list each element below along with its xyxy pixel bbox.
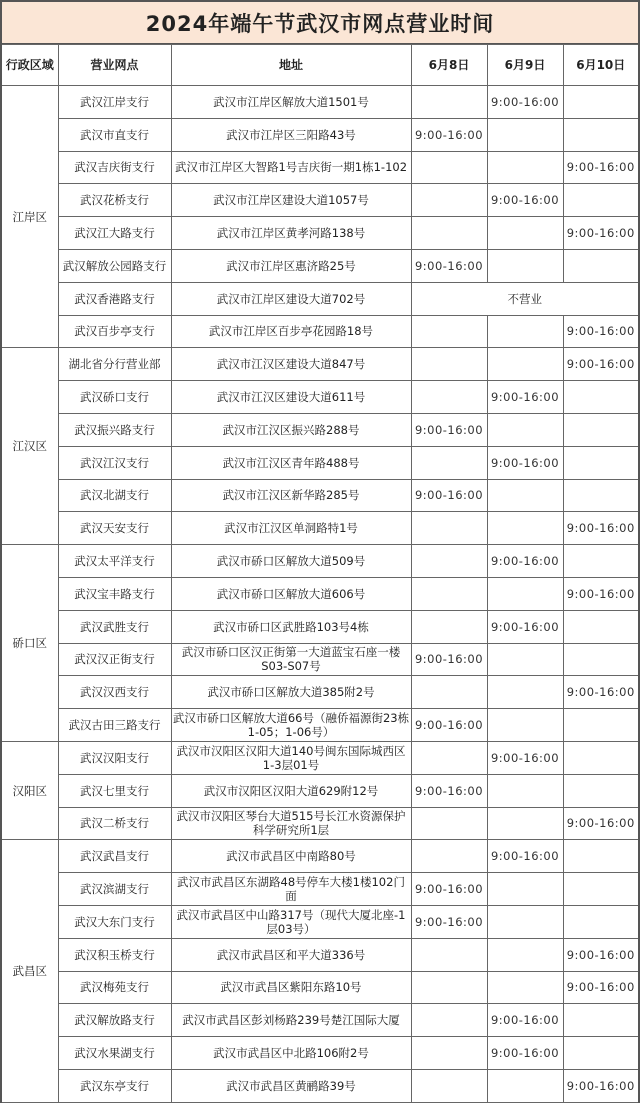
table-row <box>2 86 638 119</box>
hours-june-9: 9:00-16:00 <box>487 184 563 217</box>
hours-june-8 <box>411 315 487 348</box>
branch-address: 武汉市江岸区百步亭花园路18号 <box>171 315 411 348</box>
branch-name: 武汉汉正街支行 <box>58 643 171 676</box>
hours-june-10: 9:00-16:00 <box>563 151 638 184</box>
hours-june-8 <box>411 86 487 119</box>
hours-june-9 <box>487 873 563 906</box>
hours-june-8: 9:00-16:00 <box>411 249 487 282</box>
branch-address: 武汉市江岸区惠济路25号 <box>171 249 411 282</box>
hours-june-10: 9:00-16:00 <box>563 577 638 610</box>
branch-name: 武汉江汉支行 <box>58 446 171 479</box>
hours-june-10: 9:00-16:00 <box>563 1069 638 1102</box>
table-row <box>2 610 638 643</box>
hours-june-8: 9:00-16:00 <box>411 643 487 676</box>
branch-name: 武汉宝丰路支行 <box>58 577 171 610</box>
branch-name: 武汉吉庆街支行 <box>58 151 171 184</box>
district-cell: 汉阳区 <box>2 741 58 839</box>
hours-june-10 <box>563 873 638 906</box>
branch-name: 武汉太平洋支行 <box>58 545 171 578</box>
table-row <box>2 643 638 676</box>
hours-june-8: 9:00-16:00 <box>411 774 487 807</box>
branch-name: 武汉硚口支行 <box>58 381 171 414</box>
hours-june-10: 9:00-16:00 <box>563 315 638 348</box>
district-cell: 江汉区 <box>2 348 58 545</box>
hours-june-8: 9:00-16:00 <box>411 479 487 512</box>
branch-name: 武汉百步亭支行 <box>58 315 171 348</box>
branch-address: 武汉市武昌区彭刘杨路239号楚江国际大厦 <box>171 1004 411 1037</box>
branch-name: 武汉汉阳支行 <box>58 741 171 774</box>
hours-june-8: 9:00-16:00 <box>411 873 487 906</box>
hours-june-9: 9:00-16:00 <box>487 840 563 873</box>
hours-june-10: 9:00-16:00 <box>563 512 638 545</box>
hours-june-8 <box>411 840 487 873</box>
hours-june-9 <box>487 118 563 151</box>
hours-june-9 <box>487 905 563 938</box>
hours-june-9: 9:00-16:00 <box>487 1004 563 1037</box>
hours-june-10 <box>563 184 638 217</box>
branch-address: 武汉市江岸区解放大道1501号 <box>171 86 411 119</box>
hours-june-9: 9:00-16:00 <box>487 446 563 479</box>
branch-name: 武汉梅苑支行 <box>58 971 171 1004</box>
schedule-table <box>2 44 638 1103</box>
table-row <box>2 807 638 840</box>
branch-address: 武汉市武昌区中北路106附2号 <box>171 1037 411 1070</box>
hours-june-8: 9:00-16:00 <box>411 905 487 938</box>
hours-june-8 <box>411 545 487 578</box>
branch-address: 武汉市硚口区武胜路103号4栋 <box>171 610 411 643</box>
table-row <box>2 1037 638 1070</box>
table-row <box>2 512 638 545</box>
header-june-9: 6月9日 <box>487 45 563 86</box>
table-row <box>2 1069 638 1102</box>
branch-address: 武汉市汉阳区汉阳大道140号闽东国际城西区1-3层01号 <box>171 741 411 774</box>
branch-address: 武汉市武昌区东湖路48号停车大楼1楼102门面 <box>171 873 411 906</box>
branch-name: 武汉东亭支行 <box>58 1069 171 1102</box>
table-row <box>2 1004 638 1037</box>
hours-june-8 <box>411 184 487 217</box>
hours-june-9 <box>487 774 563 807</box>
table-row <box>2 545 638 578</box>
branch-address: 武汉市武昌区和平大道336号 <box>171 938 411 971</box>
header-district: 行政区域 <box>2 45 58 86</box>
branch-address: 武汉市武昌区紫阳东路10号 <box>171 971 411 1004</box>
branch-address: 武汉市武昌区中南路80号 <box>171 840 411 873</box>
hours-june-10 <box>563 86 638 119</box>
branch-address: 武汉市硚口区解放大道606号 <box>171 577 411 610</box>
hours-june-8 <box>411 217 487 250</box>
hours-june-10 <box>563 905 638 938</box>
hours-june-9 <box>487 676 563 709</box>
branch-address: 武汉市江岸区黄孝河路138号 <box>171 217 411 250</box>
table-row <box>2 971 638 1004</box>
hours-june-10 <box>563 249 638 282</box>
hours-june-9: 9:00-16:00 <box>487 610 563 643</box>
branch-name: 武汉江大路支行 <box>58 217 171 250</box>
branch-name: 武汉市直支行 <box>58 118 171 151</box>
header-row <box>2 45 638 86</box>
table-row <box>2 446 638 479</box>
hours-june-9 <box>487 512 563 545</box>
branch-address: 武汉市江汉区建设大道847号 <box>171 348 411 381</box>
hours-june-10 <box>563 413 638 446</box>
district-cell: 武昌区 <box>2 840 58 1102</box>
hours-june-8: 9:00-16:00 <box>411 118 487 151</box>
branch-address: 武汉市硚口区解放大道66号（融侨福源街23栋1-05；1-06号） <box>171 709 411 742</box>
hours-june-10: 9:00-16:00 <box>563 971 638 1004</box>
table-row <box>2 315 638 348</box>
hours-june-9 <box>487 938 563 971</box>
branch-address: 武汉市硚口区汉正街第一大道蓝宝石座一楼S03-S07号 <box>171 643 411 676</box>
hours-june-8 <box>411 971 487 1004</box>
branch-name: 武汉振兴路支行 <box>58 413 171 446</box>
table-row <box>2 282 638 315</box>
table-row <box>2 676 638 709</box>
branch-name: 武汉解放路支行 <box>58 1004 171 1037</box>
branch-address: 武汉市江岸区三阳路43号 <box>171 118 411 151</box>
table-row <box>2 184 638 217</box>
header-june-8: 6月8日 <box>411 45 487 86</box>
branch-name: 武汉古田三路支行 <box>58 709 171 742</box>
hours-june-9 <box>487 249 563 282</box>
branch-name: 武汉花桥支行 <box>58 184 171 217</box>
branch-address: 武汉市江汉区振兴路288号 <box>171 413 411 446</box>
branch-address: 武汉市汉阳区琴台大道515号长江水资源保护科学研究所1层 <box>171 807 411 840</box>
hours-june-9 <box>487 315 563 348</box>
hours-june-9 <box>487 348 563 381</box>
hours-june-10 <box>563 774 638 807</box>
hours-june-10 <box>563 610 638 643</box>
hours-june-9 <box>487 479 563 512</box>
page-title: 2024年端午节武汉市网点营业时间 <box>2 2 638 44</box>
branch-name: 武汉天安支行 <box>58 512 171 545</box>
hours-june-10 <box>563 446 638 479</box>
branch-name: 武汉积玉桥支行 <box>58 938 171 971</box>
hours-june-8 <box>411 938 487 971</box>
hours-june-9 <box>487 1069 563 1102</box>
table-row <box>2 479 638 512</box>
branch-address: 武汉市江岸区建设大道1057号 <box>171 184 411 217</box>
hours-june-9 <box>487 151 563 184</box>
branch-address: 武汉市江岸区大智路1号吉庆街一期1栋1-102 <box>171 151 411 184</box>
header-address: 地址 <box>171 45 411 86</box>
branch-name: 武汉武昌支行 <box>58 840 171 873</box>
hours-june-10: 9:00-16:00 <box>563 676 638 709</box>
branch-name: 武汉滨湖支行 <box>58 873 171 906</box>
hours-june-8: 9:00-16:00 <box>411 413 487 446</box>
branch-name: 武汉汉西支行 <box>58 676 171 709</box>
table-row <box>2 873 638 906</box>
table-row <box>2 840 638 873</box>
table-row <box>2 249 638 282</box>
branch-name: 武汉大东门支行 <box>58 905 171 938</box>
hours-june-10 <box>563 709 638 742</box>
district-cell: 硚口区 <box>2 545 58 742</box>
branch-address: 武汉市江汉区青年路488号 <box>171 446 411 479</box>
header-branch: 营业网点 <box>58 45 171 86</box>
hours-june-9 <box>487 807 563 840</box>
hours-june-8 <box>411 512 487 545</box>
branch-address: 武汉市硚口区解放大道385附2号 <box>171 676 411 709</box>
hours-june-8 <box>411 610 487 643</box>
branch-address: 武汉市江汉区建设大道611号 <box>171 381 411 414</box>
hours-june-8 <box>411 381 487 414</box>
table-row <box>2 938 638 971</box>
hours-june-9 <box>487 413 563 446</box>
branch-address: 武汉市武昌区黄鹂路39号 <box>171 1069 411 1102</box>
hours-june-8 <box>411 676 487 709</box>
branch-name: 武汉二桥支行 <box>58 807 171 840</box>
hours-june-10: 9:00-16:00 <box>563 807 638 840</box>
branch-name: 武汉七里支行 <box>58 774 171 807</box>
hours-june-10 <box>563 381 638 414</box>
table-row <box>2 774 638 807</box>
header-june-10: 6月10日 <box>563 45 638 86</box>
branch-name: 武汉水果湖支行 <box>58 1037 171 1070</box>
hours-june-8 <box>411 577 487 610</box>
hours-june-8 <box>411 741 487 774</box>
table-row <box>2 381 638 414</box>
hours-june-8: 9:00-16:00 <box>411 709 487 742</box>
hours-june-8 <box>411 151 487 184</box>
branch-name: 武汉武胜支行 <box>58 610 171 643</box>
table-row <box>2 118 638 151</box>
hours-june-9: 9:00-16:00 <box>487 545 563 578</box>
table-row <box>2 348 638 381</box>
branch-name: 武汉解放公园路支行 <box>58 249 171 282</box>
table-row <box>2 217 638 250</box>
hours-june-8 <box>411 446 487 479</box>
hours-june-10 <box>563 545 638 578</box>
hours-june-10: 9:00-16:00 <box>563 348 638 381</box>
branch-address: 武汉市汉阳区汉阳大道629附12号 <box>171 774 411 807</box>
branch-address: 武汉市江汉区单洞路特1号 <box>171 512 411 545</box>
hours-june-10 <box>563 1037 638 1070</box>
hours-june-9 <box>487 217 563 250</box>
table-row <box>2 413 638 446</box>
hours-june-8 <box>411 348 487 381</box>
hours-june-10 <box>563 1004 638 1037</box>
hours-june-10 <box>563 118 638 151</box>
district-cell: 江岸区 <box>2 86 58 348</box>
hours-june-10 <box>563 643 638 676</box>
branch-address: 武汉市硚口区解放大道509号 <box>171 545 411 578</box>
hours-june-8 <box>411 1069 487 1102</box>
branch-name: 武汉香港路支行 <box>58 282 171 315</box>
hours-june-10 <box>563 741 638 774</box>
hours-june-9: 9:00-16:00 <box>487 1037 563 1070</box>
hours-june-9: 9:00-16:00 <box>487 86 563 119</box>
hours-june-9: 9:00-16:00 <box>487 741 563 774</box>
table-row <box>2 151 638 184</box>
hours-june-10 <box>563 840 638 873</box>
hours-june-10 <box>563 479 638 512</box>
table-body <box>2 86 638 1103</box>
branch-name: 武汉江岸支行 <box>58 86 171 119</box>
table-row <box>2 577 638 610</box>
hours-june-9 <box>487 643 563 676</box>
hours-june-9 <box>487 971 563 1004</box>
hours-june-9 <box>487 577 563 610</box>
table-row <box>2 741 638 774</box>
branch-address: 武汉市武昌区中山路317号（现代大厦北座-1层03号） <box>171 905 411 938</box>
hours-june-8 <box>411 1004 487 1037</box>
branch-name: 武汉北湖支行 <box>58 479 171 512</box>
table-row <box>2 709 638 742</box>
hours-june-8 <box>411 807 487 840</box>
branch-name: 湖北省分行营业部 <box>58 348 171 381</box>
branch-address: 武汉市江汉区新华路285号 <box>171 479 411 512</box>
closed-status: 不营业 <box>411 282 638 315</box>
hours-june-10: 9:00-16:00 <box>563 938 638 971</box>
table-row <box>2 905 638 938</box>
branch-address: 武汉市江岸区建设大道702号 <box>171 282 411 315</box>
hours-june-8 <box>411 1037 487 1070</box>
hours-june-9: 9:00-16:00 <box>487 381 563 414</box>
hours-june-9 <box>487 709 563 742</box>
hours-june-10: 9:00-16:00 <box>563 217 638 250</box>
